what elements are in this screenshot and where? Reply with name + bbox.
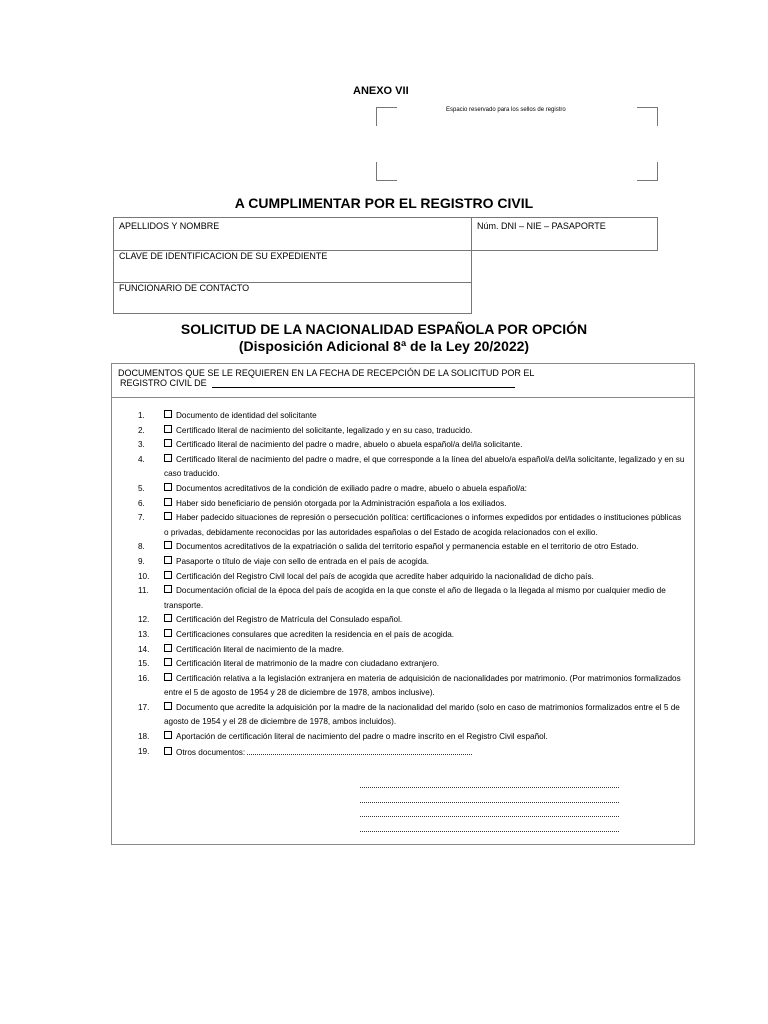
checkbox[interactable] <box>164 556 172 564</box>
item-number: 3. <box>138 440 145 450</box>
document-item <box>112 453 694 482</box>
corner-mark <box>637 107 658 126</box>
item-text: Haber padecido situaciones de represión o persecución política: certificaciones o informes expedidos por entidades o instituciones públicas o privadas, debidamente reconocidas por las autoridades españolas o del Estado de acogida relacionados con el exilio. <box>164 513 682 537</box>
checkbox[interactable] <box>164 454 172 462</box>
item-text: Documentos acreditativos de la condición de exiliado padre o madre, abuelo o abuela español/a: <box>176 483 527 493</box>
item-number: 2. <box>138 425 145 435</box>
form-title-line1: SOLICITUD DE LA NACIONALIDAD ESPAÑOLA POR OPCIÓN <box>180 321 588 337</box>
item-text: Documento de identidad del solicitante <box>176 411 317 420</box>
item-text: Certificación literal de matrimonio de la madre con ciudadano extranjero. <box>176 659 440 669</box>
document-item <box>112 540 694 555</box>
checkbox[interactable] <box>164 512 172 520</box>
documents-header-line1: DOCUMENTOS QUE SE LE REQUIEREN EN LA FECHA DE RECEPCIÓN DE LA SOLICITUD POR EL <box>118 368 535 378</box>
documents-box <box>111 363 695 845</box>
checkbox[interactable] <box>164 629 172 637</box>
checkbox[interactable] <box>164 571 172 579</box>
document-item <box>112 511 694 540</box>
item-number: 13. <box>138 629 150 639</box>
checkbox[interactable] <box>164 658 172 666</box>
document-item <box>112 497 694 512</box>
stamp-area <box>376 107 658 181</box>
item-number: 15. <box>138 659 150 669</box>
corner-mark <box>637 162 658 181</box>
item-number: 16. <box>138 673 150 683</box>
item-text: Documentos acreditativos de la expatriación o salida del territorio español y permanencia estable en el territorio de otro Estado. <box>176 542 639 552</box>
item-number: 4. <box>138 454 145 464</box>
document-item <box>112 424 694 439</box>
item-text: Certificación del Registro Civil local del país de acogida que acredite haber adquirido la nacionalidad de dicho país. <box>176 571 594 581</box>
checkbox[interactable] <box>164 644 172 652</box>
file-key-field[interactable] <box>113 250 472 283</box>
checkbox[interactable] <box>164 747 172 755</box>
corner-mark <box>376 107 397 126</box>
checkbox[interactable] <box>164 410 172 418</box>
document-item <box>112 643 694 658</box>
checkbox[interactable] <box>164 731 172 739</box>
name-field[interactable] <box>113 217 472 251</box>
item-text: Certificado literal de nacimiento del padre o madre, abuelo o abuela español/a del/la solicitante. <box>176 440 523 450</box>
document-item <box>112 555 694 570</box>
stamp-label: Espacio reservado para los sellos de registro <box>446 107 566 113</box>
document-item <box>112 409 694 424</box>
item-number: 18. <box>138 732 150 742</box>
document-item <box>112 570 694 585</box>
checkbox[interactable] <box>164 673 172 681</box>
item-number: 5. <box>138 483 145 493</box>
document-item <box>112 701 694 730</box>
item-number: 6. <box>138 498 145 508</box>
item-text: Haber sido beneficiario de pensión otorgada por la Administración española a los exiliados. <box>176 498 507 508</box>
checkbox[interactable] <box>164 614 172 622</box>
item-number: 9. <box>138 556 145 566</box>
item-text: Certificaciones consulares que acrediten la residencia en el país de acogida. <box>176 629 455 639</box>
item-text: Otros documentos: <box>176 747 246 757</box>
checkbox[interactable] <box>164 483 172 491</box>
checkbox[interactable] <box>164 702 172 710</box>
other-docs-line[interactable] <box>360 831 619 832</box>
item-text: Documento que acredite la adquisición por la madre de la nacionalidad del marido (solo en caso de matrimonios formalizados entre el 5 de agosto de 1954 y el 28 de diciembre de 1978, ambos incluidos). <box>164 702 680 727</box>
checkbox[interactable] <box>164 439 172 447</box>
name-field-label: APELLIDOS Y NOMBRE <box>119 221 220 231</box>
corner-mark <box>376 162 397 181</box>
item-text: Certificación relativa a la legislación extranjera en materia de adquisición de nacionalidades por matrimonio. (Por matrimonios formalizados entre el 5 de agosto de 1954 y 28 de diciembre de 1978, ambos inclusive). <box>164 673 681 698</box>
document-item <box>112 657 694 672</box>
item-text: Certificado literal de nacimiento del padre o madre, el que corresponde a la línea del abuelo/a español/a del/la solicitante, legalizado y en su caso traducido. <box>164 454 685 479</box>
checkbox[interactable] <box>164 498 172 506</box>
item-number: 7. <box>138 513 145 523</box>
item-number: 11. <box>138 586 149 596</box>
item-text: Certificación literal de nacimiento de la madre. <box>176 644 344 654</box>
annex-label: ANEXO VII <box>353 85 409 97</box>
checkbox[interactable] <box>164 541 172 549</box>
contact-field-label: FUNCIONARIO DE CONTACTO <box>119 283 250 293</box>
document-item <box>112 613 694 628</box>
item-number: 14. <box>138 644 150 654</box>
item-number: 17. <box>138 702 150 712</box>
document-item <box>112 730 694 745</box>
checkbox[interactable] <box>164 585 172 593</box>
document-item <box>112 628 694 643</box>
contact-field[interactable] <box>113 282 472 314</box>
item-number: 19. <box>138 746 150 756</box>
other-docs-line[interactable] <box>360 816 619 817</box>
item-text: Pasaporte o título de viaje con sello de entrada en el país de acogida. <box>176 556 430 566</box>
item-number: 8. <box>138 542 145 552</box>
document-item <box>112 672 694 701</box>
document-item <box>112 438 694 453</box>
file-key-field-label: CLAVE DE IDENTIFICACION DE SU EXPEDIENTE <box>119 251 328 261</box>
documents-header-line2: REGISTRO CIVIL DE <box>120 378 207 388</box>
registry-heading: A CUMPLIMENTAR POR EL REGISTRO CIVIL <box>234 195 534 211</box>
document-item <box>112 745 694 761</box>
document-item <box>112 482 694 497</box>
item-text: Certificado literal de nacimiento del solicitante, legalizado y en su caso, traducido. <box>176 425 473 435</box>
item-number: 10. <box>138 571 150 581</box>
other-docs-line[interactable] <box>360 787 619 788</box>
document-item <box>112 584 694 613</box>
item-number: 1. <box>138 411 145 420</box>
form-title <box>0 321 768 355</box>
id-field-label: Núm. DNI – NIE – PASAPORTE <box>477 221 606 231</box>
registry-input-line[interactable] <box>212 387 515 388</box>
checkbox[interactable] <box>164 425 172 433</box>
item-number: 12. <box>138 615 150 625</box>
id-field[interactable] <box>471 217 658 251</box>
item-text: Certificación del Registro de Matrícula del Consulado español. <box>176 615 403 625</box>
item-text: Aportación de certificación literal de nacimiento del padre o madre inscrito en el Registro Civil español. <box>176 732 548 742</box>
documents-header <box>112 364 694 398</box>
documents-list <box>112 409 694 760</box>
form-title-line2: (Disposición Adicional 8ª de la Ley 20/2022) <box>238 338 530 354</box>
item-text: Documentación oficial de la época del país de acogida en la que conste el año de llegada o la llegada al mismo por cualquier medio de transporte. <box>164 586 666 610</box>
other-docs-line[interactable] <box>360 802 619 803</box>
other-docs-line[interactable] <box>247 745 472 755</box>
